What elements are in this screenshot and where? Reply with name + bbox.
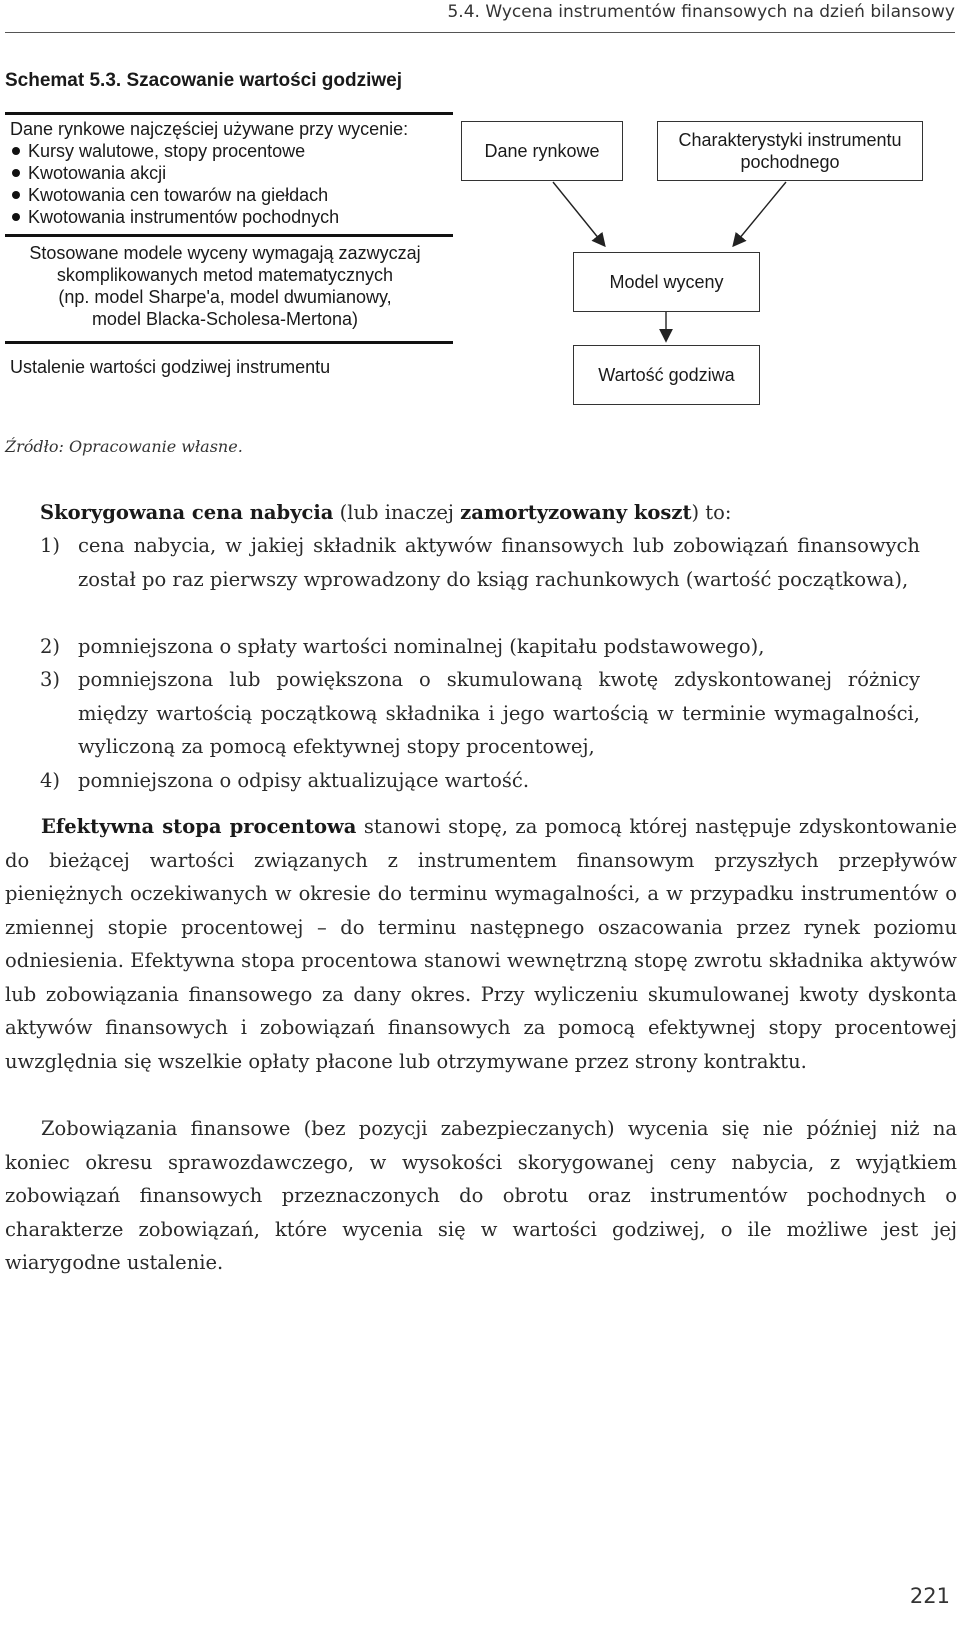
box-label: Dane rynkowe <box>484 141 600 161</box>
list-item: Kwotowania akcji <box>10 162 408 184</box>
arrow-market-to-model <box>553 182 604 245</box>
list-item: Kwotowania instrumentów pochodnych <box>10 206 408 228</box>
model-box <box>573 252 760 312</box>
arrow-characteristics-to-model <box>734 182 786 245</box>
models-line: Stosowane modele wyceny wymagają zazwyczaj <box>29 243 421 263</box>
list-number: 4) <box>40 769 61 792</box>
models-line: skomplikowanych metod matematycznych <box>56 265 394 285</box>
fair-value-text: Ustalenie wartości godziwej instrumentu <box>10 357 331 377</box>
source-note: Źródło: Opracowanie własne. <box>5 437 243 456</box>
effective-rate-text: stanowi stopę, za pomocą której następuje zdyskontowanie do bieżącej wartości związanych z instrumentem finansowym przyszłych przepływów pieniężnych oczekiwanych w okresie do terminu wymagalności, a w przypadku instrumentów o zmiennej stopie procentowej – do terminu następnego oszacowania przez rynek poziomu odniesienia. Efektywna stopa procentowa stanowi wewnętrzną stopę zwrotu składnika aktywów lub zobowiązania finansowego za dany okres. Przy wyliczeniu skumulowanej kwoty dyskonta aktywów finansowych i zobowiązań finansowych za pomocą efektywnej stopy procentowej uwzględnia się wszelkie opłaty płacone lub otrzymywane przez strony kontraktu. <box>5 815 957 1073</box>
characteristics-box <box>657 121 923 181</box>
definition-term2: zamortyzowany koszt <box>460 501 692 524</box>
definition-mid2: ) to: <box>691 501 732 524</box>
list-text: pomniejszona o odpisy aktualizujące wartość. <box>78 769 530 792</box>
page-number: 221 <box>909 1584 950 1608</box>
fair-value-box <box>573 345 760 405</box>
models-line: model Blacka-Scholesa-Mertona) <box>91 309 359 329</box>
effective-rate-term: Efektywna stopa procentowa <box>41 815 357 838</box>
diagram-arrows <box>0 0 960 420</box>
list-text: cena nabycia, w jakiej składnik aktywów finansowych lub zobowiązań finansowych został po raz pierwszy wprowadzony do ksiąg rachunkowych (wartość początkowa), <box>78 534 920 591</box>
models-line: (np. model Sharpe'a, model dwumianowy, <box>58 287 392 307</box>
definition-lead <box>40 496 731 530</box>
liabilities-paragraph: Zobowiązania finansowe (bez pozycji zabezpieczanych) wycenia się nie później niż na koniec okresu sprawozdawczego, w wysokości skorygowanej ceny nabycia, z wyjątkiem zobowiązań finansowych przeznaczonych do obrotu oraz instrumentów pochodnych o charakterze zobowiązań, które wycenia się w wartości godziwej, o ile możliwe jest jej wiarygodne ustalenie. <box>5 1117 957 1274</box>
effective-rate-paragraph <box>5 810 957 1078</box>
list-item: Kwotowania cen towarów na giełdach <box>10 184 408 206</box>
list-number: 2) <box>40 635 61 658</box>
list-number: 1) <box>40 534 61 557</box>
list-text: pomniejszona lub powiększona o skumulowaną kwotę zdyskontowanej różnicy między wartością początkową składnika i jego wartością w terminie wymagalności, wyliczoną za pomocą efektywnej stopy procentowej, <box>78 668 920 758</box>
market-data-box <box>461 121 623 181</box>
list-text: pomniejszona o spłaty wartości nominalnej (kapitału podstawowego), <box>78 635 765 658</box>
box-label: Model wyceny <box>609 272 724 292</box>
market-data-heading: Dane rynkowe najczęściej używane przy wycenie: <box>10 119 409 139</box>
running-header: 5.4. Wycena instrumentów finansowych na dzień bilansowy <box>447 2 955 22</box>
box-label: Wartość godziwa <box>598 365 735 385</box>
box-label: pochodnego <box>740 152 840 172</box>
list-item: Kursy walutowe, stopy procentowe <box>10 140 408 162</box>
list-number: 3) <box>40 668 61 691</box>
box-label: Charakterystyki instrumentu <box>678 130 902 150</box>
definition-mid1: (lub inaczej <box>333 501 461 524</box>
schema-title: Schemat 5.3. Szacowanie wartości godziwej <box>5 70 403 91</box>
definition-term: Skorygowana cena nabycia <box>40 501 334 524</box>
